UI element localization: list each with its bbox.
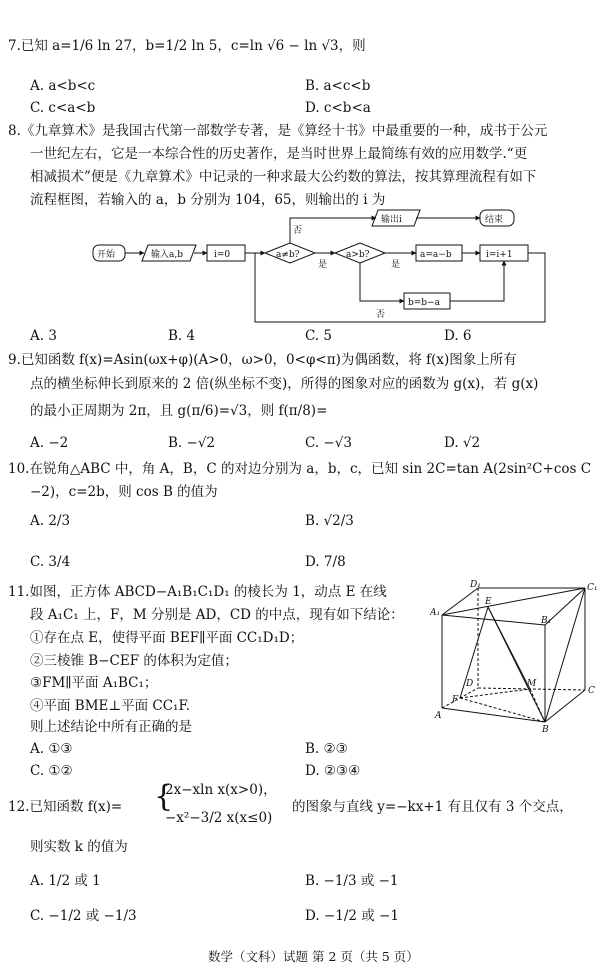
q8-flowchart: [0, 205, 607, 330]
q11-line7: 则上述结论中所有正确的是: [30, 719, 192, 735]
cube-label-d1: D₁: [470, 580, 481, 590]
cube-label-e: E: [485, 597, 492, 607]
q9-option-a: A. −2: [30, 435, 69, 451]
q8-option-d: D. 6: [444, 328, 472, 344]
cube-label-a1: A₁: [430, 608, 441, 618]
cube-label-d: D: [466, 679, 474, 689]
cube-label-c: C: [588, 686, 595, 696]
flow-yes-label-2: 是: [391, 260, 401, 270]
q9-option-d: D. √2: [444, 435, 481, 451]
page-footer: 数学（文科）试题 第 2 页（共 5 页）: [208, 949, 419, 964]
cube-label-b: B: [542, 725, 549, 735]
q10-option-a: A. 2/3: [30, 513, 71, 529]
flow-start-label: 开始: [97, 250, 116, 260]
q11-conclusion-4: ④平面 BME⊥平面 CC₁F.: [30, 698, 191, 714]
q12-suffix: 的图象与直线 y=−kx+1 有且仅有 3 个交点，: [292, 799, 573, 815]
cube-label-m: M: [527, 679, 537, 689]
flow-cond2-label: a>b?: [346, 250, 370, 260]
flow-incr-label: i=i+1: [486, 250, 513, 260]
flow-cond1-label: a≠b?: [276, 250, 300, 260]
q7-option-d: D. c<b<a: [305, 100, 371, 116]
q8-stem-line2: 一世纪左右，它是一本综合性的历史著作，是当时世界上最简练有效的应用数学.“更: [30, 146, 528, 162]
q11-option-b: B. ②③: [305, 741, 348, 757]
q11-conclusion-2: ②三棱锥 B−CEF 的体积为定值；: [30, 653, 238, 669]
flow-end-label: 结束: [485, 215, 504, 225]
q7-option-a: A. a<b<c: [30, 78, 96, 94]
q12-option-d: D. −1/2 或 −1: [305, 908, 399, 924]
flow-no-label-1: 否: [293, 226, 303, 236]
q8-option-c: C. 5: [305, 328, 333, 344]
q12-brace: {: [154, 779, 174, 814]
q7-option-b: B. a<c<b: [305, 78, 371, 94]
q12-option-c: C. −1/2 或 −1/3: [30, 908, 137, 924]
q11-option-d: D. ②③④: [305, 763, 361, 779]
q10-option-c: C. 3/4: [30, 554, 71, 570]
q12-line2: 则实数 k 的值为: [30, 839, 128, 855]
q8-stem-line3: 相减损术”便是《九章算术》中记录的一种求最大公约数的算法，按其算理流程有如下: [30, 169, 537, 185]
cube-label-b1: B₁: [541, 616, 552, 626]
q9-line2: 点的横坐标伸长到原来的 2 倍(纵坐标不变)，所得的图象对应的函数为 g(x)，若 g(x): [30, 376, 539, 392]
flow-input-label: 输入a,b: [151, 250, 183, 260]
flow-output-label: 输出i: [381, 215, 402, 225]
q8-stem-line1: 8.《九章算术》是我国古代第一部数学专著，是《算经十书》中最重要的一种，成书于公元: [8, 123, 548, 139]
flow-no-label-2: 否: [376, 310, 386, 320]
cube-label-a: A: [435, 711, 442, 721]
q10-line1: 10.在锐角△ABC 中，角 A，B，C 的对边分别为 a，b，c，已知 sin 2C=tan A(2sin²C+cos C: [8, 461, 592, 477]
q11-conclusion-3: ③FM∥平面 A₁BC₁；: [30, 675, 158, 691]
q10-option-b: B. √2/3: [305, 513, 354, 529]
q8-stem-line4: 流程框图，若输入的 a，b 分别为 104，65，则输出的 i 为: [30, 192, 386, 208]
flow-assign-a-label: a=a−b: [420, 250, 452, 260]
q11-option-c: C. ①②: [30, 763, 73, 779]
q11-cube-figure: [430, 580, 605, 735]
q9-line3: 的最小正周期为 2π，且 g(π/6)=√3，则 f(π/8)=: [30, 403, 328, 419]
q11-option-a: A. ①③: [30, 741, 73, 757]
q12-piece2: −x²−3/2 x(x≤0): [165, 810, 273, 826]
cube-label-f: F: [452, 695, 459, 705]
flow-yes-label-1: 是: [318, 260, 328, 270]
q9-option-c: C. −√3: [305, 435, 352, 451]
q8-option-a: A. 3: [30, 328, 57, 344]
q11-line2: 段 A₁C₁ 上，F，M 分别是 AD，CD 的中点，现有如下结论：: [30, 607, 404, 623]
q8-option-b: B. 4: [168, 328, 196, 344]
q9-option-b: B. −√2: [168, 435, 216, 451]
flow-assign-b-label: b=b−a: [408, 298, 440, 308]
q11-line1: 11.如图，正方体 ABCD−A₁B₁C₁D₁ 的棱长为 1，动点 E 在线: [8, 584, 387, 600]
q7-stem: 7.已知 a=1/6 ln 27，b=1/2 ln 5，c=ln √6 − ln √3，则: [8, 38, 366, 54]
q11-conclusion-1: ①存在点 E，使得平面 BEF∥平面 CC₁D₁D；: [30, 630, 304, 646]
q12-option-b: B. −1/3 或 −1: [305, 873, 399, 889]
q12-prefix: 12.已知函数 f(x)=: [8, 799, 123, 815]
q9-line1: 9.已知函数 f(x)=Asin(ωx+φ)(A>0，ω>0，0<φ<π)为偶函数，将 f(x)图象上所有: [8, 352, 517, 368]
flow-init-label: i=0: [214, 250, 231, 260]
cube-label-c1: C₁: [587, 583, 598, 593]
q7-option-c: C. c<a<b: [30, 100, 96, 116]
q10-option-d: D. 7/8: [305, 554, 346, 570]
q12-piece1: 2x−xln x(x>0)，: [165, 782, 277, 798]
q12-option-a: A. 1/2 或 1: [30, 873, 101, 889]
q10-line2: −2)，c=2b，则 cos B 的值为: [30, 484, 218, 500]
